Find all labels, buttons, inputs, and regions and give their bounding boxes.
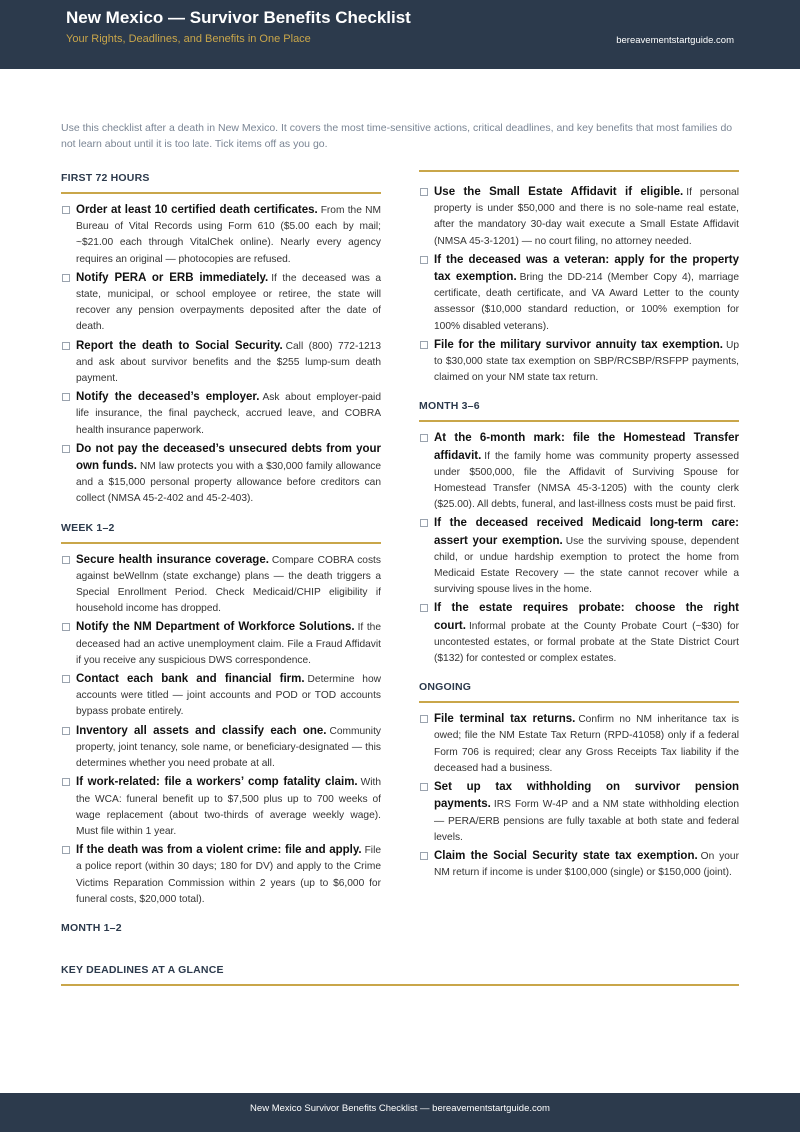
item-lead: If the death was from a violent crime: file and apply.: [76, 844, 362, 857]
checklist-item: [419, 430, 739, 513]
item-lead: Secure health insurance coverage.: [76, 553, 269, 566]
item-lead: Set up tax withholding on survivor pension payments.: [434, 781, 739, 811]
left-column: [61, 170, 381, 942]
header-site-link[interactable]: bereavementstartguide.com: [616, 35, 734, 46]
item-body: Determine how accounts were titled — joint accounts and POD or TOD accounts bypass probate entirely.: [76, 674, 381, 718]
checklist-item: [419, 779, 739, 846]
checkbox[interactable]: [420, 341, 428, 349]
checkbox[interactable]: [62, 727, 70, 735]
item-lead: Claim the Social Security state tax exemption.: [434, 849, 698, 862]
checklist-item: [419, 600, 739, 667]
checklist-item: [61, 619, 381, 669]
checklist-item: [61, 552, 381, 618]
checkbox[interactable]: [420, 519, 428, 527]
item-body: File a police report (within 30 days; 180 for DV) and apply to the Crime Victims Reparation Commission within 2 years (up to $6,000 for funeral costs, $20,000 total).: [76, 845, 381, 905]
section-title: ONGOING: [419, 679, 739, 703]
item-lead: Contact each bank and financial firm.: [76, 673, 305, 686]
checkbox[interactable]: [62, 393, 70, 401]
item-body: With the WCA: funeral benefit up to $7,500 plus up to 700 weeks of wage replacement (about two-thirds of average weekly wage). Must file within 1 year.: [76, 777, 381, 837]
checklist-item: [419, 252, 739, 335]
checkbox[interactable]: [62, 342, 70, 350]
item-lead: File for the military survivor annuity tax exemption.: [434, 338, 723, 351]
checkbox[interactable]: [420, 188, 428, 196]
intro-text: Use this checklist after a death in New Mexico. It covers the most time-sensitive actions, critical deadlines, and key benefits that most families do not learn about until it is too late. Tick items off as you go.: [61, 122, 733, 150]
checkbox[interactable]: [62, 556, 70, 564]
checkbox[interactable]: [420, 434, 428, 442]
item-body: If the deceased was a state, municipal, or school employee or retiree, the state will recover any pension overpayments deposited after the date of death.: [76, 272, 381, 333]
checklist-item: [419, 848, 739, 881]
checkbox[interactable]: [62, 675, 70, 683]
checklist-item: [61, 202, 381, 268]
checklist-item: [61, 671, 381, 721]
checkbox[interactable]: [420, 604, 428, 612]
section-divider: [419, 170, 739, 178]
page-title: New Mexico — Survivor Benefits Checklist: [66, 8, 411, 27]
checklist-item: [61, 842, 381, 908]
right-column: [419, 170, 739, 883]
item-body: If the deceased had an active unemployment claim. File a Fraud Affidavit if you receive any suspicious DWS correspondence.: [76, 622, 381, 666]
checklist-item: [61, 441, 381, 508]
section-title: FIRST 72 HOURS: [61, 170, 381, 194]
item-lead: If the deceased was a veteran: apply for the property tax exemption.: [434, 253, 739, 284]
section-title: WEEK 1–2: [61, 520, 381, 544]
item-body: From the NM Bureau of Vital Records using Form 610 ($5.00 each by mail; ~$21.00 each through VitalChek online). Nearly every agency requires an original — photocopies are refused.: [76, 205, 382, 265]
item-lead: Order at least 10 certified death certificates.: [76, 204, 318, 216]
checkbox[interactable]: [62, 274, 70, 282]
checkbox[interactable]: [420, 256, 428, 264]
item-lead: Notify PERA or ERB immediately.: [76, 271, 269, 284]
item-body: On your NM return if income is under $100,000 (single) or $150,000 (joint).: [434, 850, 739, 879]
checkbox[interactable]: [62, 206, 70, 214]
checkbox[interactable]: [62, 445, 70, 453]
item-lead: Inventory all assets and classify each one.: [76, 724, 327, 737]
section-title: MONTH 1–2: [61, 921, 122, 934]
checkbox[interactable]: [420, 783, 428, 791]
item-lead: Notify the deceased’s employer.: [76, 391, 260, 404]
item-body: Confirm no NM inheritance tax is owed; file the NM Estate Tax Return (RPD-41058) only if a federal Form 706 is required; clear any Gross Receipts Tax liability if the deceased had a business.: [434, 714, 739, 774]
item-body: Informal probate at the County Probate Court (~$30) for uncontested estates, or formal probate at the State District Court ($132) for contested or complex estates.: [434, 620, 739, 665]
item-lead: If the deceased received Medicaid long-term care: assert your exemption.: [434, 517, 739, 547]
checkbox[interactable]: [62, 623, 70, 631]
page-footer: [0, 1093, 800, 1132]
checklist-item: [419, 515, 739, 598]
checklist-item: [61, 723, 381, 773]
item-body: Up to $30,000 state tax exemption on SBP/RCSBP/RSFPP payments, claimed on your NM state tax return.: [434, 339, 739, 384]
section-title: KEY DEADLINES AT A GLANCE: [61, 962, 739, 986]
item-body: Bring the DD-214 (Member Copy 4), marriage certificate, death certificate, and VA Award Letter to the county assessor ($10,000 standard reduction, or 100% exemption for 100% disabled veterans).: [434, 272, 739, 332]
item-body: Ask about employer-paid life insurance, the final paycheck, accrued leave, and COBRA health insurance paperwork.: [76, 392, 381, 436]
item-body: Call (800) 772-1213 and ask about survivor benefits and the $255 lump-sum death payment.: [76, 340, 382, 385]
footer-text: New Mexico Survivor Benefits Checklist — bereavementstartguide.com: [250, 1103, 550, 1114]
checklist-item: [61, 338, 381, 388]
checklist-item: [61, 774, 381, 840]
checklist-item: [419, 184, 739, 250]
checkbox[interactable]: [420, 715, 428, 723]
item-body: If the family home was community property assessed under $500,000, file the Affidavit of Surviving Spouse for Homestead Transfer (NMSA 45-3-1205) with the county clerk ($25.00). All debts, funeral, and last-illness costs must be paid first.: [434, 450, 739, 511]
key-deadlines-section: [61, 962, 739, 994]
item-body: If personal property is under $50,000 and there is no sole-name real estate, after the mandatory 30-day wait execute a Small Estate Affidavit (NMSA 45-3-1201) — no court filing, no attorney needed.: [434, 187, 739, 247]
checkbox[interactable]: [420, 852, 428, 860]
checkbox[interactable]: [62, 778, 70, 786]
item-lead: Notify the NM Department of Workforce Solutions.: [76, 621, 355, 634]
item-body: Use the surviving spouse, dependent child, or undue hardship exemption to protect the home from Medicaid Estate Recovery — the state cannot recover while a surviving spouse lives in the home.: [434, 535, 740, 596]
item-body: Compare COBRA costs against beWellnm (state exchange) plans — the death triggers a Special Enrollment Period. Check Medicaid/CHIP eligibility if household income has dropped.: [76, 554, 381, 615]
item-body: IRS Form W-4P and a NM state withholding election — PERA/ERB pensions are fully taxable at both state and federal levels.: [434, 799, 739, 843]
page-header: [0, 0, 800, 69]
item-lead: File terminal tax returns.: [434, 713, 576, 726]
page-subtitle: Your Rights, Deadlines, and Benefits in One Place: [66, 33, 311, 45]
checklist-item: [61, 389, 381, 439]
item-lead: If the estate requires probate: choose the right court.: [434, 602, 739, 632]
checklist-item: [419, 337, 739, 387]
item-lead: Report the death to Social Security.: [76, 339, 283, 352]
section-title: MONTH 3–6: [419, 398, 739, 422]
checkbox[interactable]: [62, 846, 70, 854]
item-lead: At the 6-month mark: file the Homestead Transfer affidavit.: [434, 432, 739, 462]
checklist-item: [419, 711, 739, 777]
checklist-item: [61, 270, 381, 336]
item-lead: Do not pay the deceased’s unsecured debts from your own funds.: [76, 442, 381, 473]
item-lead: If work-related: file a workers’ comp fatality claim.: [76, 776, 358, 789]
item-body: NM law protects you with a $30,000 family allowance and a $15,000 personal property allowance before creditors can collect (NMSA 45-2-402 and 45-2-403).: [76, 461, 381, 505]
item-body: Community property, joint tenancy, sole name, or beneficiary-designated — this determines whether you need probate at all.: [76, 725, 381, 770]
item-lead: Use the Small Estate Affidavit if eligible.: [434, 186, 684, 198]
